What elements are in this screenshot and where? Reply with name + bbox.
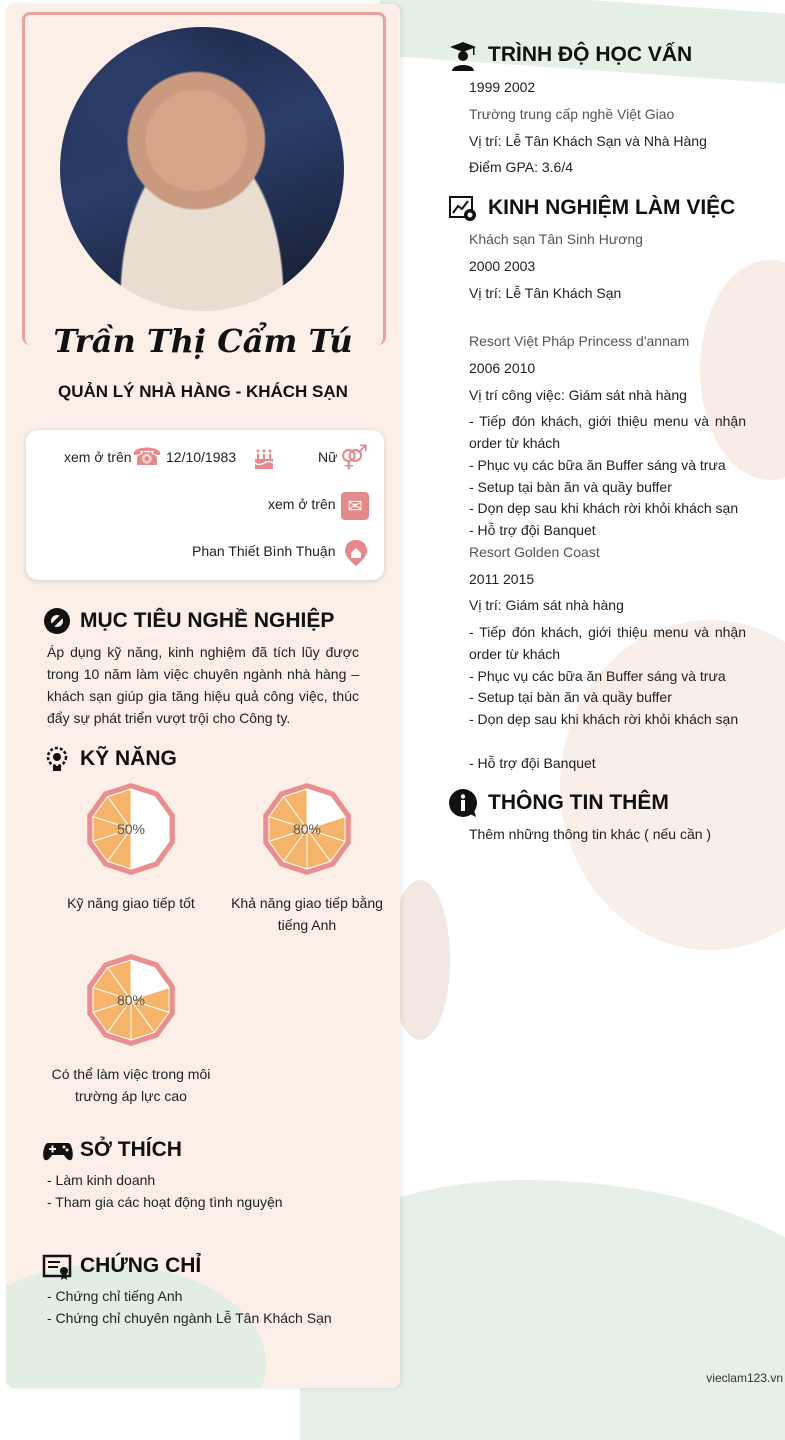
chart-icon [448,193,478,223]
certificate-icon [42,1251,72,1281]
job-position: Vị trí: Giám sát nhà hàng [469,597,624,613]
additional-title: THÔNG TIN THÊM [488,791,669,814]
list-item: - Tham gia các hoạt động tình nguyện [47,1194,283,1210]
gender-text: Nữ [318,449,338,465]
skill-item [46,780,216,914]
job-duty: - Dọn dẹp sau khi khách rời khỏi khách sạn [469,500,739,516]
job-duty: - Setup tại bàn ăn và quầy buffer [469,479,672,495]
phone-text: xem ở trên [64,449,132,465]
job-company: Resort Việt Pháp Princess d'annam [469,333,690,349]
additional-heading [448,788,669,818]
phone-icon: ☎ [132,444,162,471]
info-icon [448,788,478,818]
job-years: 2006 2010 [469,360,536,376]
gauge-percent-label: 80% [292,821,322,837]
education-position: Vị trí: Lễ Tân Khách Sạn và Nhà Hàng [469,133,707,149]
list-item: - Làm kinh doanh [47,1172,156,1188]
skill-gauge [85,780,177,878]
list-item: - Chứng chỉ chuyên ngành Lễ Tân Khách Sạn [47,1310,332,1326]
skill-label: Kỹ năng giao tiếp tốt [67,895,195,911]
avatar [60,27,344,311]
skills-title: KỸ NĂNG [80,747,177,770]
list-item: - Chứng chỉ tiếng Anh [47,1288,183,1304]
objective-text: Áp dụng kỹ năng, kinh nghiệm đã tích lũy được trong 10 năm làm việc chuyên ngành nhà hàng – khách sạn giúp gia tăng hiệu quả công việc, thúc đẩy sự phát triển vượt trội cho Công ty. [47,644,359,726]
certificates-list [47,1285,332,1329]
job-duty: - Dọn dẹp sau khi khách rời khỏi khách sạn [469,711,739,727]
job-duty: - Tiếp đón khách, giới thiệu menu và nhận order từ khách [469,624,746,662]
email-text: xem ở trên [268,496,336,512]
job-position: Vị trí công việc: Giám sát nhà hàng [469,387,687,403]
education-heading [448,40,692,70]
graduation-cap-icon [448,40,478,70]
birthday-text: 12/10/1983 [166,449,237,465]
education-school: Trường trung cấp nghề Việt Giao [469,106,675,122]
skill-gauge [85,951,177,1049]
objective-heading [42,606,334,636]
education-title: TRÌNH ĐỘ HỌC VẤN [488,43,693,66]
certificates-title: CHỨNG CHỈ [80,1254,202,1277]
cake-icon [250,444,278,472]
skill-item [222,780,392,936]
job-duty: - Setup tại bàn ăn và quầy buffer [469,689,672,705]
location-icon [342,538,370,566]
skill-label: Có thể làm việc trong môi trường áp lực cao [51,1066,211,1104]
gamepad-icon [42,1135,72,1165]
contact-card [26,430,384,580]
job-duty: - Tiếp đón khách, giới thiệu menu và nhận order từ khách [469,413,746,451]
job-position: Vị trí: Lễ Tân Khách Sạn [469,285,622,301]
skills-heading [42,744,177,774]
skill-gauge [261,780,353,878]
address-text: Phan Thiết Bình Thuận [192,543,336,559]
job-duty: - Phục vụ các bữa ăn Buffer sáng và trưa [469,668,726,684]
gauge-percent-label: 50% [116,821,146,837]
left-column [6,4,400,1388]
hobbies-title: SỞ THÍCH [80,1138,182,1161]
job-duty: - Hỗ trợ đội Banquet [469,522,596,538]
job-duty: - Hỗ trợ đội Banquet [469,755,596,771]
experience-title: KINH NGHIỆM LÀM VIỆC [488,196,736,219]
gauge-percent-label: 80% [116,992,146,1008]
job-years: 2011 2015 [469,571,535,587]
education-years: 1999 2002 [469,79,536,95]
wrench-icon [42,606,72,636]
experience-heading [448,193,735,223]
additional-text: Thêm những thông tin khác ( nếu cần ) [469,826,712,842]
hobbies-heading [42,1135,182,1165]
certificates-heading [42,1251,201,1281]
candidate-name: Trần Thị Cẩm Tú [53,322,353,360]
hobbies-list [47,1169,283,1213]
skill-item [46,951,216,1107]
job-company: Resort Golden Coast [469,544,600,560]
objective-title: MỤC TIÊU NGHỀ NGHIỆP [80,609,335,632]
job-duty: - Phục vụ các bữa ăn Buffer sáng và trưa [469,457,726,473]
gender-icon: ⚤ [340,444,369,471]
education-gpa: Điểm GPA: 3.6/4 [469,159,574,175]
footer-brand: vieclam123.vn [706,1371,783,1385]
job-company: Khách sạn Tân Sinh Hương [469,231,643,247]
skill-label: Khả năng giao tiếp bằng tiếng Anh [231,895,383,933]
mail-icon: ✉ [341,492,369,520]
job-title: QUẢN LÝ NHÀ HÀNG - KHÁCH SẠN [58,382,348,401]
bulb-gear-icon [42,744,72,774]
job-years: 2000 2003 [469,258,536,274]
